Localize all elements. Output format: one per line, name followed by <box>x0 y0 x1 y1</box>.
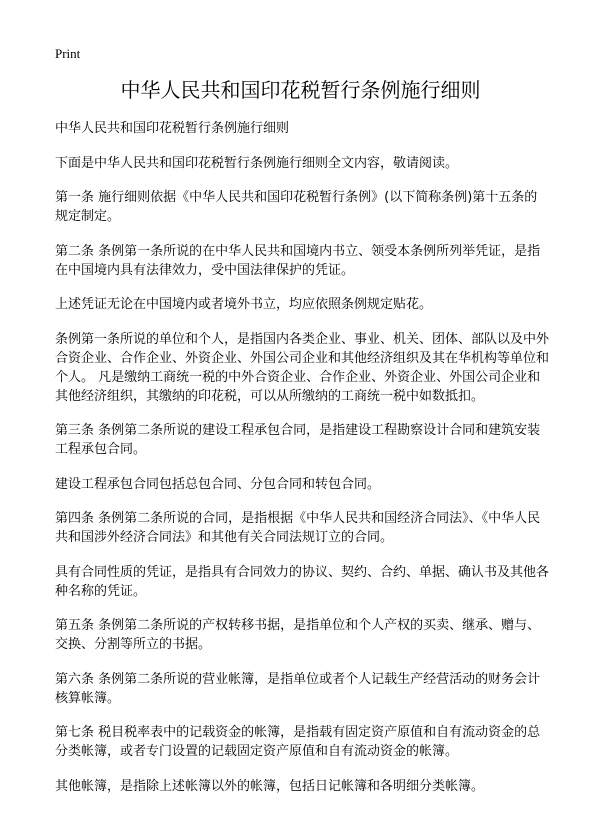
paragraph-article-5: 第五条 条例第二条所说的产权转移书据，是指单位和个人产权的买卖、继承、赠与、交换、分割等所立的书据。 <box>55 618 541 652</box>
paragraph-article-7-note: 其他帐簿，是指除上述帐簿以外的帐簿，包括日记帐簿和各明细分类帐簿。 <box>55 778 485 794</box>
paragraph-article-3: 第三条 条例第二条所说的建设工程承包合同，是指建设工程勘察设计合同和建筑安装工程承包合同。 <box>55 423 541 457</box>
paragraph-article-2: 第二条 条例第一条所说的在中华人民共和国境内书立、领受本条例所列举凭证，是指在中国境内具有法律效力，受中国法律保护的凭证。 <box>55 243 541 278</box>
paragraph-article-7: 第七条 税目税率表中的记载资金的帐簿，是指载有固定资产原值和自有流动资金的总分类帐簿，或者专门设置的记载固定资产原值和自有流动资金的帐簿。 <box>55 725 541 759</box>
paragraph-intro: 下面是中华人民共和国印花税暂行条例施行细则全文内容，敬请阅读。 <box>55 155 459 171</box>
paragraph-article-1: 第一条 施行细则依据《中华人民共和国印花税暂行条例》(以下简称条例)第十五条的规定制定。 <box>55 190 538 224</box>
paragraph-article-6: 第六条 条例第二条所说的营业帐簿，是指单位或者个人记载生产经营活动的财务会计核算帐簿。 <box>55 671 541 706</box>
paragraph-article-3-note: 建设工程承包合同包括总包合同、分包合同和转包合同。 <box>55 476 381 492</box>
print-link[interactable]: Print <box>55 46 81 61</box>
paragraph-article-4-note: 具有合同性质的凭证，是指具有合同效力的协议、契约、合约、单据、确认书及其他各种名称的凭证。 <box>55 564 550 599</box>
paragraph-subtitle: 中华人民共和国印花税暂行条例施行细则 <box>55 121 290 136</box>
page-title: 中华人民共和国印花税暂行条例施行细则 <box>120 78 481 102</box>
document-body <box>55 119 550 811</box>
paragraph-article-2-note: 上述凭证无论在中国境内或者境外书立，均应依照条例规定贴花。 <box>55 297 433 312</box>
paragraph-article-4: 第四条 条例第二条所说的合同，是指根据《中华人民共和国经济合同法》、《中华人民共和国涉外经济合同法》和其他有关合同法规订立的合同。 <box>55 511 541 545</box>
paragraph-article-2-units: 条例第一条所说的单位和个人，是指国内各类企业、事业、机关、团体、部队以及中外合资企业、合作企业、外资企业、外国公司企业和其他经济组织及其在华机构等单位和个人。 凡是缴纳工商统一税的中外合资企业、合作企业、外资企业、外国公司企业和其他经济组织，其缴纳的印花税，可以从所缴纳的工商统一税中如数抵扣。 <box>55 331 550 404</box>
